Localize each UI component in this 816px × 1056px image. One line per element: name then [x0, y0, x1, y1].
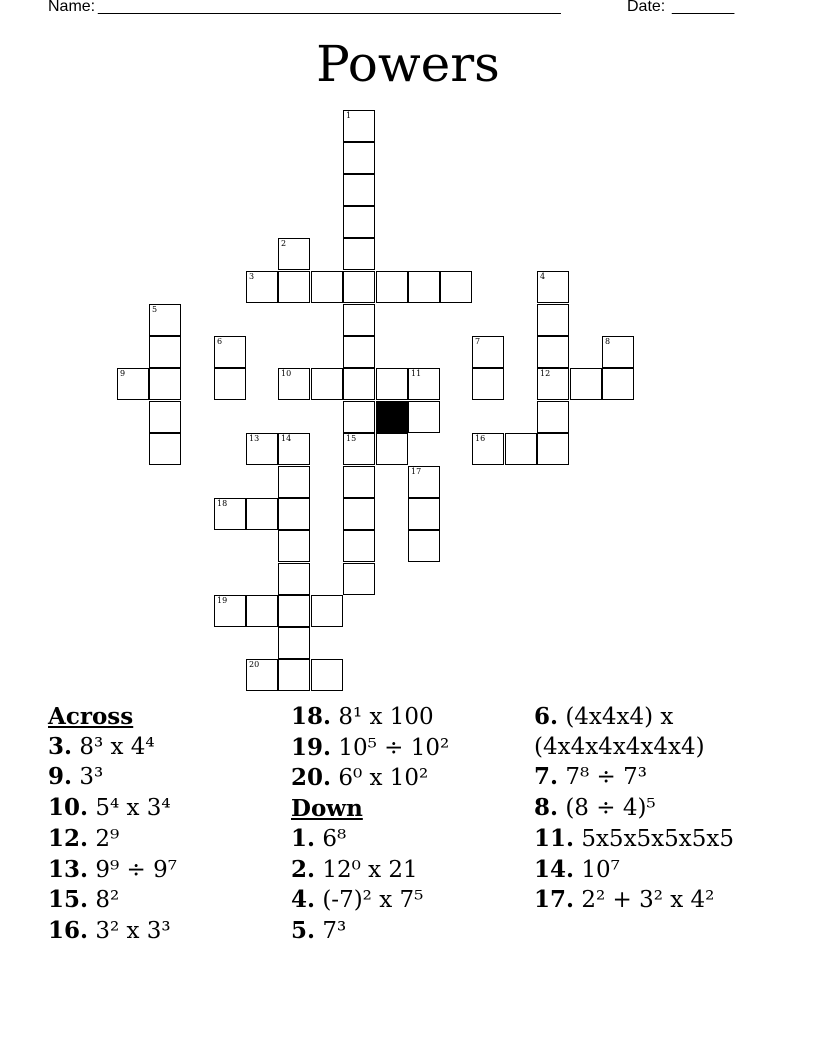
- cell-number: 2: [281, 239, 287, 248]
- grid-cell[interactable]: [278, 563, 310, 595]
- grid-cell[interactable]: [343, 238, 375, 270]
- clue-across-13: 13. 9⁹ ÷ 9⁷: [48, 855, 177, 883]
- grid-cell[interactable]: [602, 336, 634, 368]
- grid-cell[interactable]: [408, 466, 440, 498]
- grid-cell[interactable]: [278, 530, 310, 562]
- grid-cell[interactable]: [149, 401, 181, 433]
- grid-cell[interactable]: [408, 368, 440, 400]
- grid-cell[interactable]: [505, 433, 537, 465]
- grid-cell[interactable]: [472, 336, 504, 368]
- grid-cell[interactable]: [246, 433, 278, 465]
- clue-down-5: 5. 7³: [291, 916, 347, 944]
- grid-cell[interactable]: [149, 336, 181, 368]
- grid-cell[interactable]: [278, 271, 310, 303]
- grid-cell[interactable]: [343, 368, 375, 400]
- grid-cell[interactable]: [246, 595, 278, 627]
- grid-cell[interactable]: [408, 530, 440, 562]
- clue-down-4: 4. (-7)² x 7⁵: [291, 886, 424, 914]
- grid-cell[interactable]: [311, 271, 343, 303]
- grid-cell[interactable]: [278, 498, 310, 530]
- clue-column-1: [48, 702, 177, 947]
- cell-number: 12: [540, 369, 551, 378]
- clue-down-7: 7. 7⁸ ÷ 7³: [534, 763, 647, 791]
- clue-across-3: 3. 8³ x 4⁴: [48, 732, 155, 760]
- page-title: Powers: [316, 35, 500, 93]
- clue-down-14: 14. 10⁷: [534, 855, 620, 883]
- grid-cell[interactable]: [246, 498, 278, 530]
- clue-across-18: 18. 8¹ x 100: [291, 703, 434, 730]
- grid-cell-blocked: [376, 401, 408, 433]
- clue-across-10: 10. 5⁴ x 3⁴: [48, 794, 171, 822]
- clue-across-9: 9. 3³: [48, 763, 104, 791]
- grid-cell[interactable]: [343, 142, 375, 174]
- cell-number: 6: [217, 337, 223, 346]
- cell-number: 14: [281, 434, 292, 443]
- cell-number: 3: [249, 272, 255, 281]
- grid-cell[interactable]: [343, 110, 375, 142]
- cell-number: 4: [540, 272, 546, 281]
- cell-number: 20: [249, 660, 260, 669]
- cell-number: 1: [346, 111, 352, 120]
- grid-cell[interactable]: [408, 271, 440, 303]
- grid-cell[interactable]: [278, 659, 310, 691]
- cell-number: 5: [152, 305, 158, 314]
- clue-down-2: 2. 12⁰ x 21: [291, 855, 418, 883]
- grid-cell[interactable]: [278, 238, 310, 270]
- clue-column-2: [291, 702, 449, 947]
- clue-down-11: 11. 5x5x5x5x5x5: [534, 824, 734, 852]
- date-label: Date:: [627, 0, 666, 15]
- grid-cell[interactable]: [214, 336, 246, 368]
- grid-cell[interactable]: [537, 271, 569, 303]
- cell-number: 8: [605, 337, 611, 346]
- cell-number: 9: [120, 369, 126, 378]
- grid-cell[interactable]: [278, 627, 310, 659]
- clue-across-12: 12. 2⁹: [48, 824, 120, 852]
- cell-number: 11: [411, 369, 422, 378]
- grid-cell[interactable]: [117, 368, 149, 400]
- clue-down-6: 6. (4x4x4) x (4x4x4x4x4x4): [534, 703, 705, 760]
- grid-cell[interactable]: [343, 433, 375, 465]
- cell-number: 19: [217, 596, 228, 605]
- grid-cell[interactable]: [149, 433, 181, 465]
- date-blank[interactable]: _______: [672, 0, 735, 15]
- grid-cell[interactable]: [376, 271, 408, 303]
- clue-down-17: 17. 2² + 3² x 4²: [534, 886, 715, 914]
- grid-cell[interactable]: [343, 174, 375, 206]
- grid-cell[interactable]: [343, 466, 375, 498]
- cell-number: 16: [475, 434, 486, 443]
- grid-cell[interactable]: [246, 659, 278, 691]
- grid-cell[interactable]: [214, 595, 246, 627]
- grid-cell[interactable]: [278, 595, 310, 627]
- cell-number: 15: [346, 434, 357, 443]
- clue-across-20: 20. 6⁰ x 10²: [291, 764, 429, 792]
- grid-cell[interactable]: [537, 304, 569, 336]
- grid-cell[interactable]: [537, 336, 569, 368]
- cell-number: 18: [217, 499, 228, 508]
- grid-cell[interactable]: [472, 433, 504, 465]
- grid-cell[interactable]: [149, 304, 181, 336]
- grid-cell[interactable]: [278, 466, 310, 498]
- cell-number: 13: [249, 434, 260, 443]
- grid-cell[interactable]: [214, 368, 246, 400]
- cell-number: 17: [411, 467, 422, 476]
- grid-cell[interactable]: [472, 368, 504, 400]
- grid-cell[interactable]: [343, 401, 375, 433]
- clue-down-1: 1. 6⁸: [291, 824, 347, 852]
- grid-cell[interactable]: [408, 401, 440, 433]
- grid-cell[interactable]: [343, 304, 375, 336]
- clue-across-16: 16. 3² x 3³: [48, 916, 171, 944]
- grid-cell[interactable]: [537, 368, 569, 400]
- grid-cell[interactable]: [343, 271, 375, 303]
- grid-cell[interactable]: [376, 368, 408, 400]
- grid-cell[interactable]: [311, 659, 343, 691]
- grid-cell[interactable]: [311, 368, 343, 400]
- grid-cell[interactable]: [343, 336, 375, 368]
- grid-cell[interactable]: [602, 368, 634, 400]
- across-heading: Across: [48, 703, 134, 730]
- name-blank[interactable]: ____________________________________________________: [98, 0, 561, 15]
- cell-number: 10: [281, 369, 292, 378]
- grid-cell[interactable]: [214, 498, 246, 530]
- cell-number: 7: [475, 337, 481, 346]
- grid-cell[interactable]: [376, 433, 408, 465]
- down-heading: Down: [291, 795, 363, 823]
- grid-cell[interactable]: [440, 271, 472, 303]
- clue-column-3: [534, 702, 794, 916]
- name-label: Name:: [48, 0, 96, 15]
- grid-cell[interactable]: [343, 563, 375, 595]
- grid-cell[interactable]: [246, 271, 278, 303]
- clue-across-19: 19. 10⁵ ÷ 10²: [291, 733, 450, 761]
- grid-cell[interactable]: [408, 498, 440, 530]
- grid-cell[interactable]: [343, 498, 375, 530]
- grid-cell[interactable]: [278, 433, 310, 465]
- grid-cell[interactable]: [149, 368, 181, 400]
- grid-cell[interactable]: [570, 368, 602, 400]
- clue-down-8: 8. (8 ÷ 4)⁵: [534, 794, 656, 822]
- clue-across-15: 15. 8²: [48, 886, 120, 914]
- grid-cell[interactable]: [278, 368, 310, 400]
- grid-cell[interactable]: [343, 530, 375, 562]
- grid-cell[interactable]: [537, 401, 569, 433]
- grid-cell[interactable]: [311, 595, 343, 627]
- grid-cell[interactable]: [343, 206, 375, 238]
- grid-cell[interactable]: [537, 433, 569, 465]
